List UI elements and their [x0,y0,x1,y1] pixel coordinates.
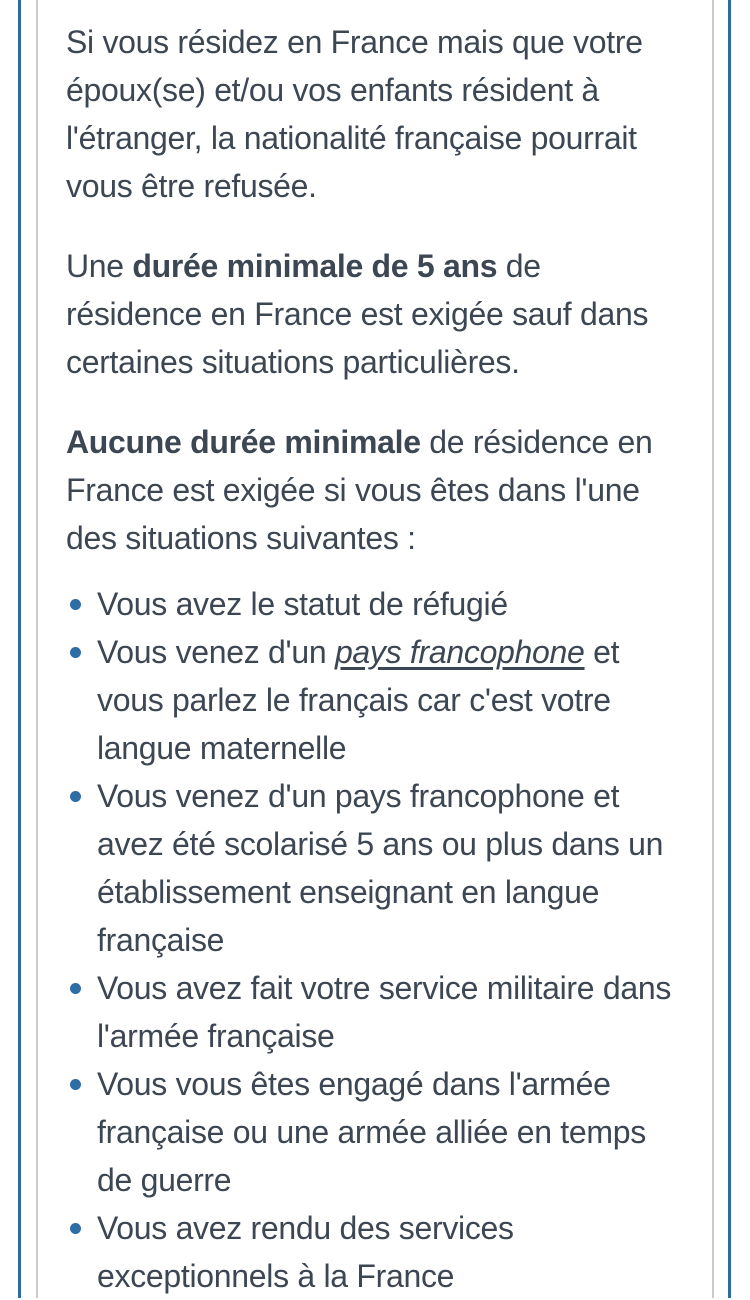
list-item [66,772,684,964]
list-item [66,628,684,772]
list-item-text: Vous venez d'un [97,634,335,670]
callout-inner-border-left [36,0,38,1298]
callout-content [66,18,684,1300]
list-item-text: Vous venez d'un pays francophone et avez été scolarisé 5 ans ou plus dans un établissement enseignant en langue française [97,778,664,958]
list-item-text: Vous avez le statut de réfugié [97,586,508,622]
list-item-text: Vous avez rendu des services exceptionnels à la France [97,1210,514,1294]
list-item-text: Vous vous êtes engagé dans l'armée française ou une armée alliée en temps de guerre [97,1066,646,1198]
callout-outer-border-left [18,0,21,1298]
paragraph-text: de résidence en France est exigée si vous êtes dans l'une des situations suivantes : [66,424,653,556]
bold-duration-text: durée minimale de 5 ans [132,248,498,284]
paragraph-no-minimum-duration [66,418,684,562]
paragraph-minimum-duration [66,242,684,386]
list-item [66,1204,684,1300]
paragraph-text: Une [66,248,133,284]
paragraph-text: de résidence en France est exigée sauf dans certaines situations particulières. [66,248,649,380]
list-item-text: et vous parlez le français car c'est votre langue maternelle [97,634,620,766]
bold-no-duration-text: Aucune durée minimale [66,424,421,460]
list-item [66,1060,684,1204]
francophone-country-link[interactable]: pays francophone [334,634,585,670]
callout-outer-border-right [728,0,731,1298]
situations-list [66,580,684,1300]
list-item [66,964,684,1060]
paragraph-residence-warning [66,18,684,210]
callout-inner-border-right [712,0,714,1298]
paragraph-text: Si vous résidez en France mais que votre époux(se) et/ou vos enfants résident à l'étranger, la nationalité française pourrait vous être refusée. [66,24,643,204]
list-item-text: Vous avez fait votre service militaire dans l'armée française [97,970,672,1054]
list-item [66,580,684,628]
